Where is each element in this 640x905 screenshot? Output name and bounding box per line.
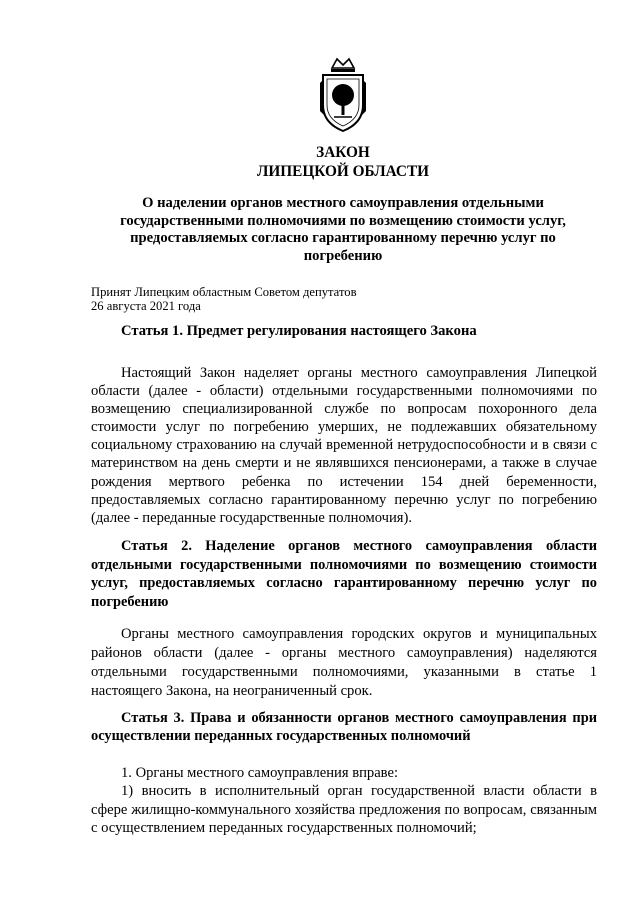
- adoption-date: 26 августа 2021 года: [91, 299, 201, 314]
- article3-items: [91, 764, 597, 837]
- law-header-line1: ЗАКОН: [316, 144, 370, 161]
- article2-heading: Статья 2. Наделение органов местного самоуправления области отдельными государственными полномочиями по возмещению стоимости услуг, предоставляемых согласно гарантированному перечню услуг по погребению: [91, 538, 597, 611]
- law-header-line2: ЛИПЕЦКОЙ ОБЛАСТИ: [256, 163, 430, 180]
- article3-heading: Статья 3. Права и обязанности органов местного самоуправления при осуществлении переданных государственных полномочий: [91, 710, 597, 745]
- article3-item1: 1. Органы местного самоуправления вправе:: [121, 765, 399, 781]
- coat-of-arms-emblem: [318, 55, 368, 135]
- adoption-body: Принят Липецким областным Советом депутатов: [91, 285, 357, 299]
- article2-text: Органы местного самоуправления городских округов и муниципальных районов области (далее - органы местного самоуправления) наделяются отдельными государственными полномочиями, указанными в статье 1 настоящего Закона, на неограниченный срок.: [91, 626, 597, 699]
- article1-heading: Статья 1. Предмет регулирования настоящего Закона: [121, 323, 477, 339]
- law-title: О наделении органов местного самоуправления отдельными государственными полномочиями по возмещению стоимости услуг, предоставляемых согласно гарантированному перечню услуг по погребению: [120, 195, 566, 264]
- law-header: [90, 143, 596, 181]
- adoption-info: [91, 285, 357, 314]
- article1-text: Настоящий Закон наделяет органы местного самоуправления Липецкой области (далее - области) отдельными государственными полномочиями по возмещению специализированной службе по вопросам похоронного дела стоимости услуг по погребению умерших, не подлежавших обязательному социальному страхованию на случай временной нетрудоспособности и в связи с материнством на день смерти и не являвшихся пенсионерами, а также в случае рождения мертвого ребенка по истечении 154 дней беременности, предоставляемых согласно гарантированному перечню услуг по погребению (далее - переданные государственные полномочия).: [91, 365, 597, 526]
- article3-item1-1: 1) вносить в исполнительный орган государственной власти области в сфере жилищно-коммунального хозяйства предложения по вопросам, связанным с осуществлением переданных государственных полномочий;: [91, 783, 597, 836]
